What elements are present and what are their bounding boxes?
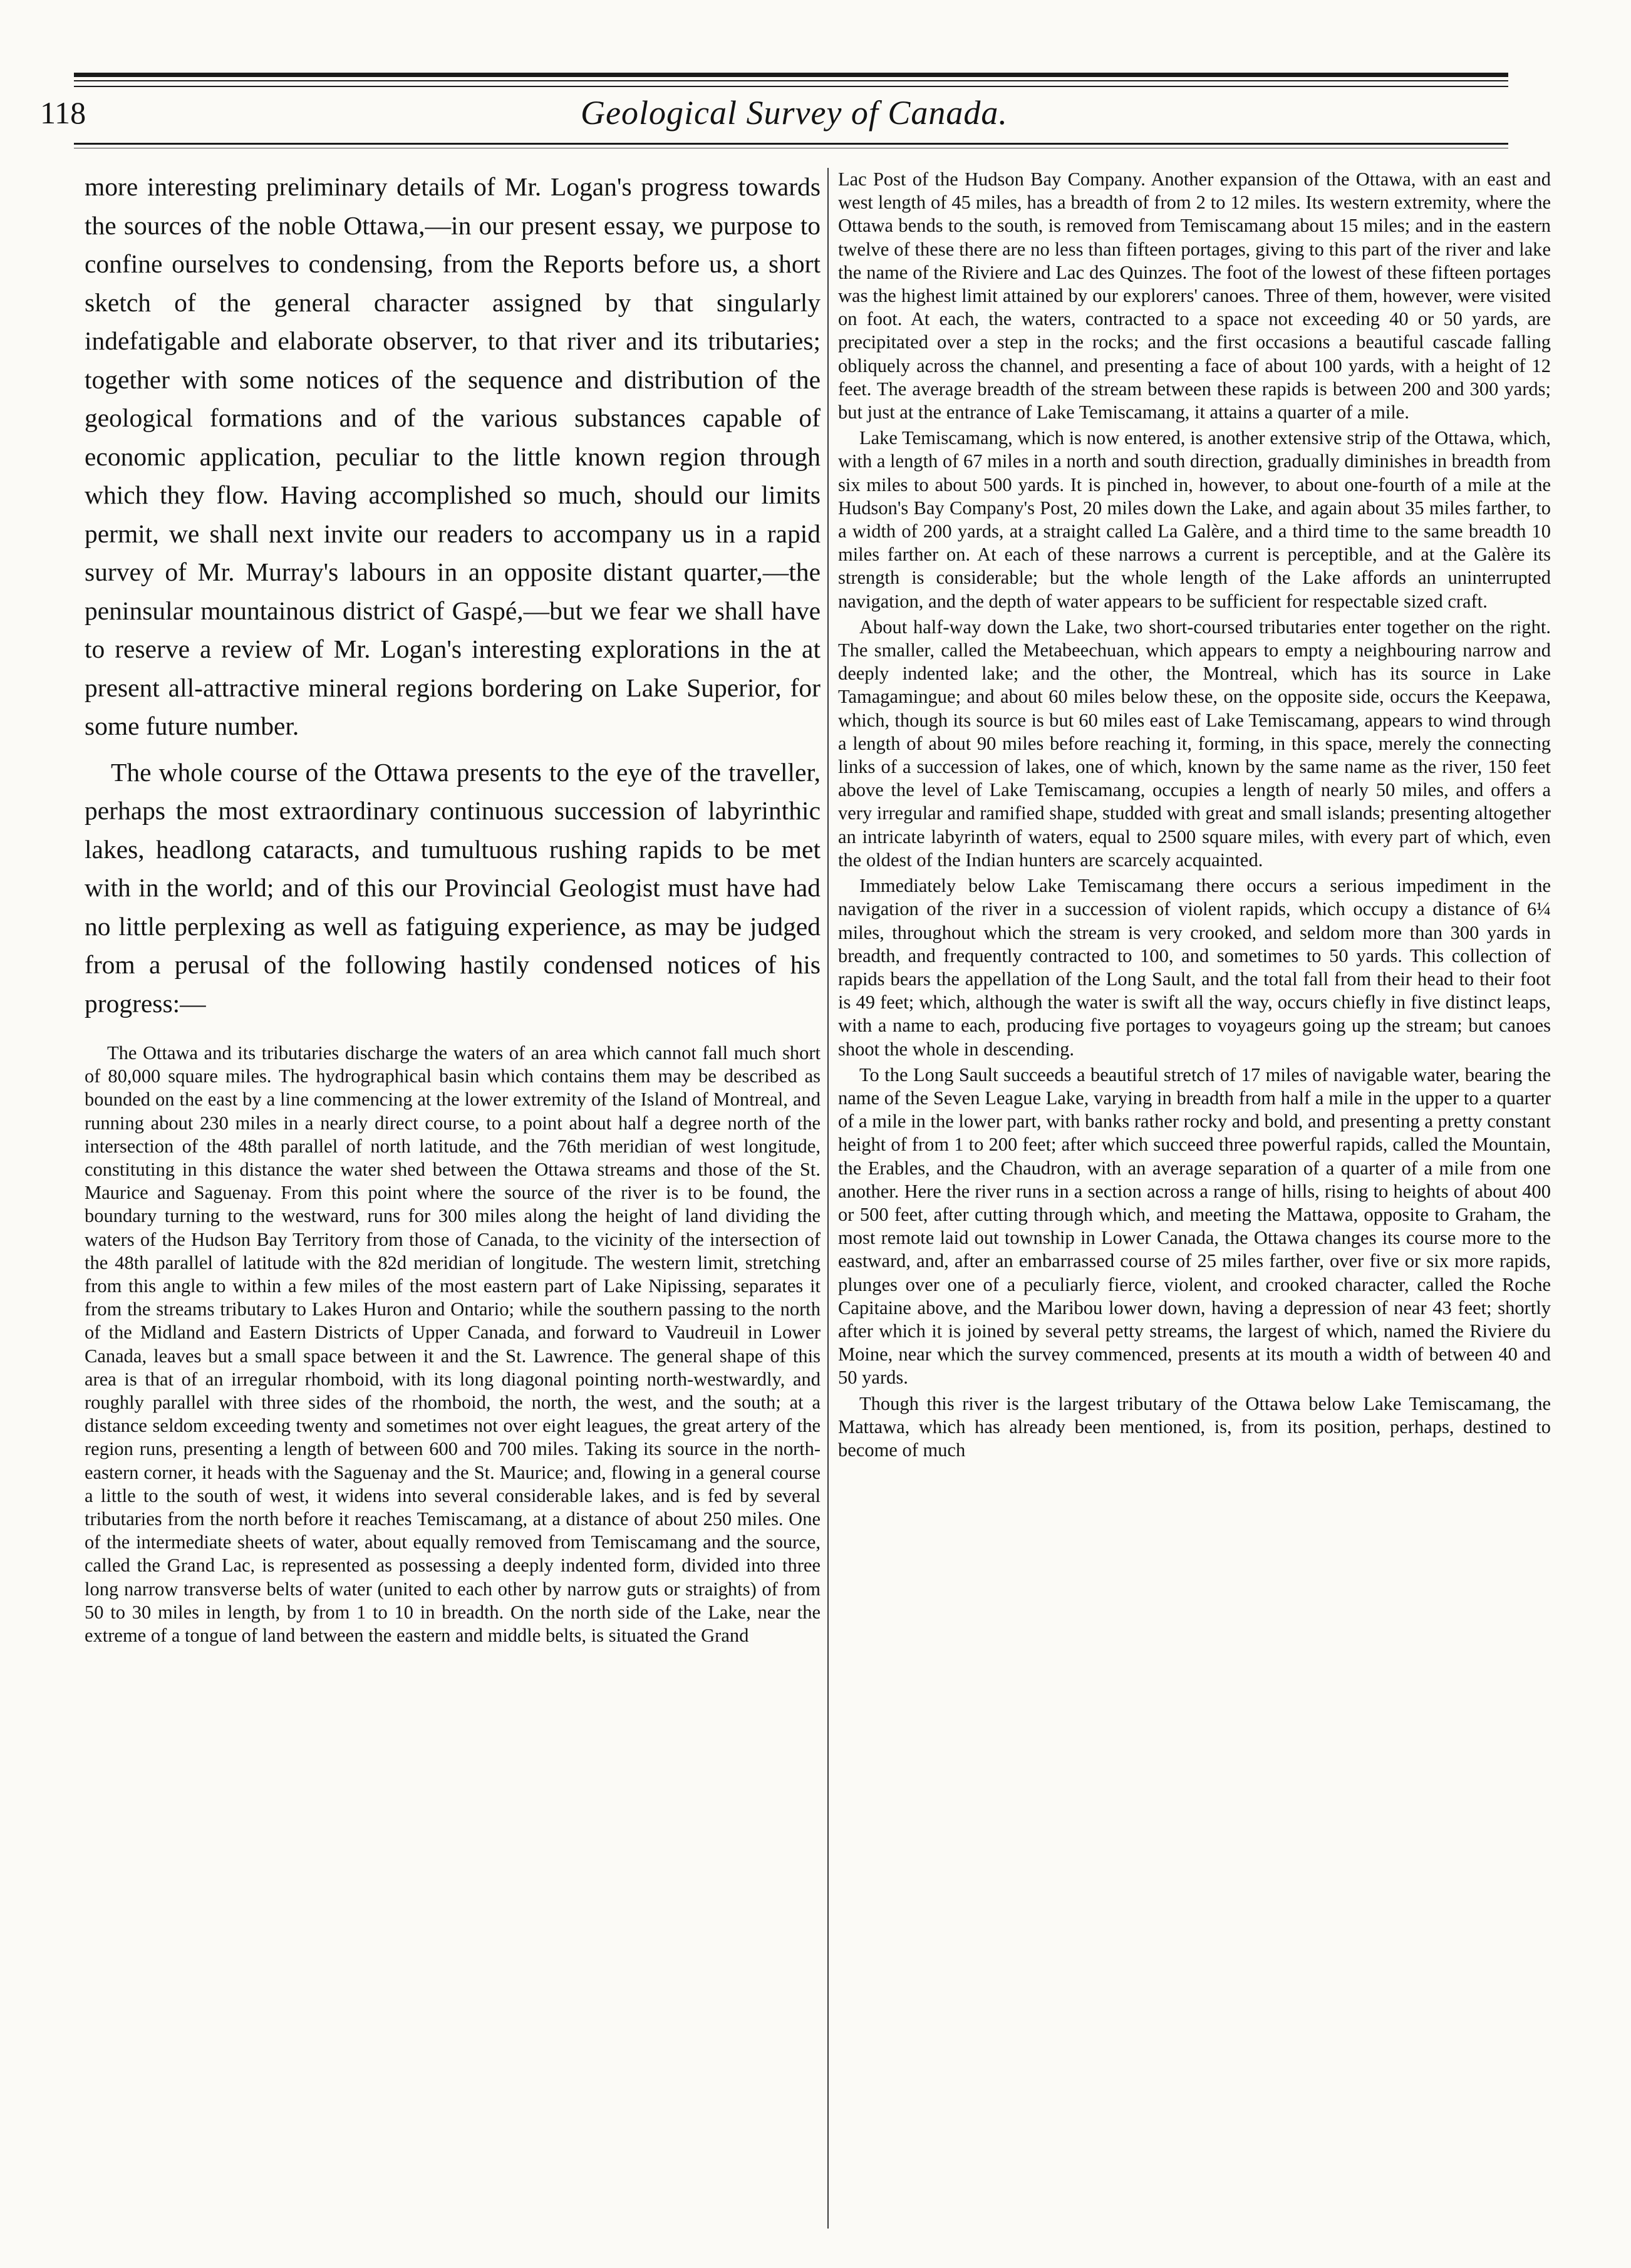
top-rule-thin [74, 80, 1508, 81]
header-rule [74, 143, 1508, 145]
paragraph: Immediately below Lake Temiscamang there occurs a serious impediment in the navigation of the river in a succession of violent rapids, which occupy a distance of 6¼ miles, throughout which the stream is very crooked, and seldom more than 300 yards in breadth, and frequently contracted to 100, and sometimes to 50 yards. This collection of rapids bears the appellation of the Long Sault, and the total fall from their head to their foot is 49 feet; which, although the water is swift all the way, occurs chiefly in five distinct leaps, with a name to each, producing five portages to voyageurs going up the stream; but canoes shoot the whole in descending. [838, 875, 1551, 1060]
paragraph: To the Long Sault succeeds a beautiful stretch of 17 miles of navigable water, bearing the name of the Seven League Lake, varying in breadth from half a mile in the upper to a quarter of a mile in the lower part, with banks rather rocky and bold, and presenting a pretty constant height of from 1 to 200 feet; after which succeed three powerful rapids, called the Mountain, the Erables, and the Chaudron, with an average separation of a quarter of a mile from one another. Here the river runs in a section across a range of hills, rising to heights of about 400 or 500 feet, after cutting through which, and meeting the Mattawa, opposite to Graham, the most remote laid out township in Lower Canada, the Ottawa changes its course more to the eastward, and, after an embarrassed course of 25 miles farther, over five or six more rapids, plunges over one of a peculiarly fierce, violent, and crooked character, called the Roche Capitaine above, and the Maribou lower down, having a depression of near 43 feet; shortly after which it is joined by several petty streams, the largest of which, named the Riviere du Moine, near which the survey commenced, presents at its mouth a width of between 40 and 50 yards. [838, 1064, 1551, 1389]
paragraph: Though this river is the largest tributary of the Ottawa below Lake Temiscamang, the Mattawa, which has already been mentioned, is, from its position, perhaps, destined to become of much [838, 1392, 1551, 1461]
quoted-paragraph: The Ottawa and its tributaries discharge the waters of an area which cannot fall much short of 80,000 square miles. The hydrographical basin which contains them may be described as bounded on the east by a line commencing at the lower extremity of the Island of Montreal, and running about 230 miles in a nearly direct course, to a point about half a degree north of the intersection of the 48th parallel of north latitude, and the 76th meridian of west longitude, constituting in this distance the water shed between the Ottawa streams and those of the St. Maurice and Saguenay. From this point where the source of the river is to be found, the boundary turning to the westward, runs for 300 miles along the height of land dividing the waters of the Hudson Bay Territory from those of Canada, to the vicinity of the intersection of the 48th parallel of latitude with the 82d meridian of longitude. The western limit, stretching from this angle to within a few miles of the most eastern part of Lake Nipissing, separates it from the streams tributary to Lakes Huron and Ontario; while the southern passing to the north of the Midland and Eastern Districts of Upper Canada, and forward to Vaudreuil in Lower Canada, leaves but a small space between it and the St. Lawrence. The general shape of this area is that of an irregular rhomboid, with its long diagonal pointing north-westwardly, and roughly parallel with three sides of the rhomboid, the north, the west, and the south; at a distance seldom exceeding twenty and sometimes not over eight leagues, the great artery of the region runs, presenting a length of between 600 and 700 miles. Taking its source in the north-eastern corner, it heads with the Saguenay and the St. Maurice; and, flowing in a general course a little to the south of west, it widens into several considerable lakes, and is fed by several tributaries from the north before it reaches Temiscamang, at a distance of about 250 miles. One of the intermediate sheets of water, about equally removed from Temiscamang and the source, called the Grand Lac, is represented as possessing a deeply indented form, divided into three long narrow transverse belts of water (united to each other by narrow guts or straights) of from 50 to 30 miles in length, by from 1 to 10 in breadth. On the north side of the Lake, near the extreme of a tongue of land between the eastern and middle belts, is situated the Grand [85, 1042, 821, 1647]
running-title: Geological Survey of Canada. [581, 94, 1008, 132]
lead-paragraph: more interesting preliminary details of Mr. Logan's progress towards the sources of the noble Ottawa,—in our present essay, we purpose to confine ourselves to condensing, from the Reports before us, a short sketch of the general character assigned by that singularly indefatigable and elaborate observer, to that river and its tributaries; together with some notices of the sequence and distribution of the geological formations and of the various substances capable of economic application, peculiar to the little known region through which they flow. Having accomplished so much, should our limits permit, we shall next invite our readers to accompany us in a rapid survey of Mr. Murray's labours in an opposite distant quarter,—the peninsular mountainous district of Gaspé,—but we fear we shall have to reserve a review of Mr. Logan's interesting explorations in the at present all-attractive mineral regions bordering on Lake Superior, for some future number. [85, 172, 821, 740]
column-divider [827, 168, 829, 2229]
top-rule-thick [74, 73, 1508, 77]
right-column [838, 168, 1551, 1462]
paragraph: Lac Post of the Hudson Bay Company. Another expansion of the Ottawa, with an east and west length of 45 miles, has a breadth of from 2 to 12 miles. Its western extremity, where the Ottawa bends to the south, is removed from Temiscamang about 15 miles; and in the eastern twelve of these there are no less than fifteen portages, giving to this part of the river and lake the name of the Riviere and Lac des Quinzes. The foot of the lowest of these fifteen portages was the highest limit attained by our explorers' canoes. Three of them, however, were visited on foot. At each, the waters, contracted to a space not exceeding 40 or 50 yards, are precipitated over a step in the rocks; and the first occasions a beautiful cascade falling obliquely across the channel, and presenting a face of about 100 yards, with a height of 12 feet. The average breadth of the stream between these rapids is between 200 and 300 yards; but just at the entrance of Lake Temiscamang, it attains a quarter of a mile. [838, 168, 1551, 423]
page-header [38, 94, 1551, 132]
page-number: 118 [40, 95, 86, 130]
lead-paragraph: The whole course of the Ottawa presents to the eye of the traveller, perhaps the most extraordinary continuous succession of labyrinthic lakes, headlong cataracts, and tumultuous rushing rapids to be met with in the world; and of this our Provincial Geologist must have had no little perplexing as well as fatiguing experience, as may be judged from a perusal of the following hastily condensed notices of his progress:— [85, 757, 821, 1018]
paragraph: About half-way down the Lake, two short-coursed tributaries enter together on the right. The smaller, called the Metabeechuan, which appears to empty a neighbouring narrow and deeply indented lake; and the other, the Montreal, which has its source in Lake Tamagamingue; and about 60 miles below these, on the opposite side, occurs the Keepawa, which, though its source is but 60 miles east of Lake Temiscamang, appears to wind through a length of about 90 miles before reaching it, forming, in this space, merely the connecting links of a succession of lakes, one of which, known by the same name as the river, 150 feet above the level of Lake Temiscamang, occupies a length of nearly 50 miles, and offers a very irregular and ramified shape, studded with great and small islands; presenting altogether an intricate labyrinth of waters, equal to 2500 square miles, with every part of which, even the oldest of the Indian hunters are scarcely acquainted. [838, 616, 1551, 871]
paragraph: Lake Temiscamang, which is now entered, is another extensive strip of the Ottawa, which, with a length of 67 miles in a north and south direction, gradually diminishes in breadth from six miles to about 500 yards. It is pinched in, however, to about one-fourth of a mile at the Hudson's Bay Company's Post, 20 miles down the Lake, and again about 35 miles farther, to a width of 200 yards, at a straight called La Galère, and a third time to the same breadth 10 miles farther on. At each of these narrows a current is perceptible, and at the Galère its strength is considerable; but the whole length of the Lake affords an uninterrupted navigation, and the depth of water appears to be sufficient for respectable sized craft. [838, 427, 1551, 612]
top-rule-thin-2 [74, 86, 1508, 87]
left-column [85, 168, 821, 1647]
